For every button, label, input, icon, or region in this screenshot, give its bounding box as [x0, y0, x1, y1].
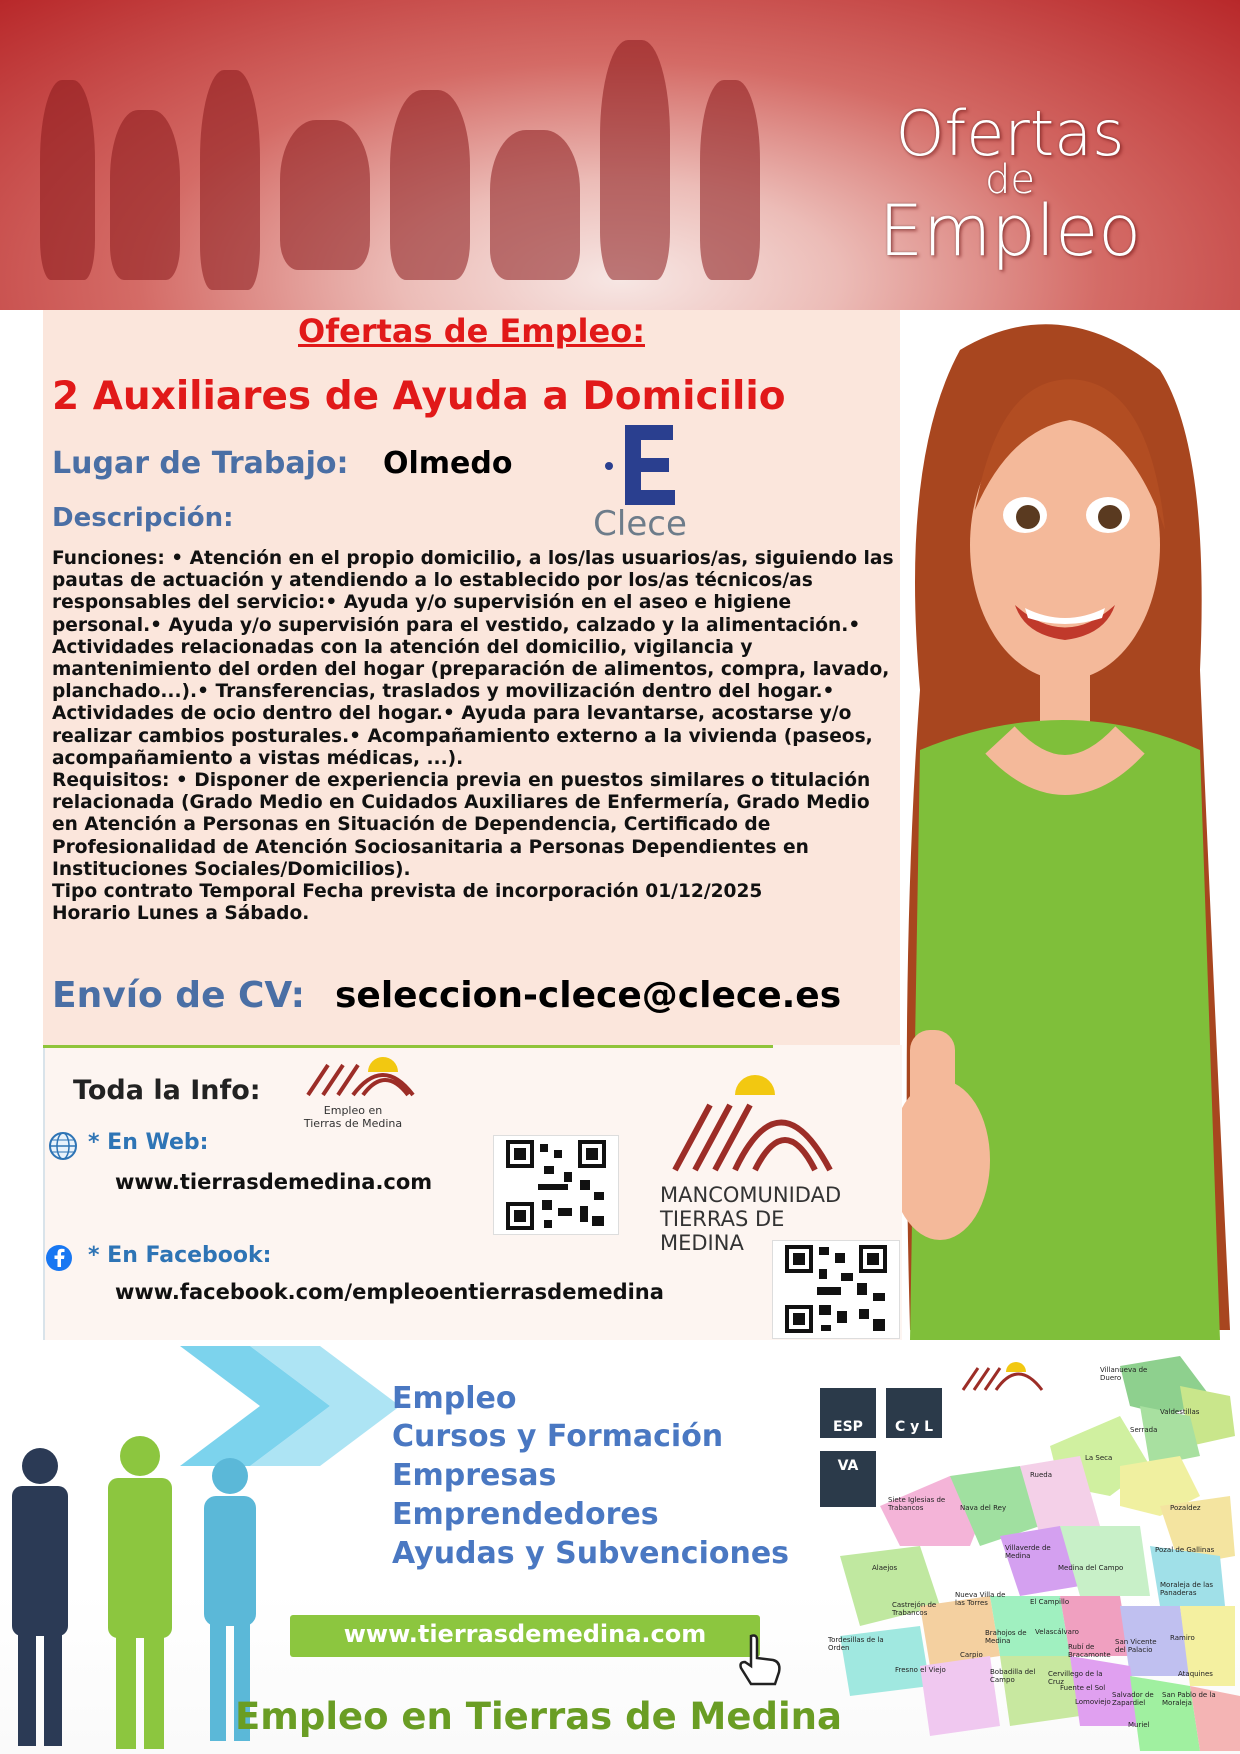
cv-label: Envío de CV:	[52, 975, 306, 1016]
woman-illustration	[880, 310, 1240, 1340]
description-schedule: Horario Lunes a Sábado.	[52, 903, 310, 925]
badge-cyl: C y L	[884, 1386, 944, 1440]
map-label: Fuente el Sol	[1060, 1684, 1106, 1692]
map-label: Velascálvaro	[1035, 1628, 1079, 1636]
mancomunidad-line2: TIERRAS DE MEDINA	[660, 1207, 785, 1255]
header-banner	[0, 0, 1240, 310]
worker-silhouette	[700, 80, 760, 280]
map-label: Cervillego de la Cruz	[1048, 1670, 1103, 1686]
map-label: Villaverde de Medina	[1005, 1544, 1051, 1560]
map-label: Nava del Rey	[960, 1504, 1007, 1512]
web-url-link[interactable]: www.tierrasdemedina.com	[115, 1170, 433, 1194]
map-label: Tordesillas de la Orden	[828, 1636, 884, 1652]
footer-url-link[interactable]: www.tierrasdemedina.com	[343, 1620, 707, 1648]
map-label: La Seca	[1085, 1454, 1113, 1462]
workplace-label: Lugar de Trabajo:	[52, 446, 349, 481]
header-title: Ofertas de Empleo	[878, 97, 1142, 272]
worker-silhouette	[490, 130, 580, 280]
menu-item-empresas[interactable]: Empresas	[392, 1458, 557, 1493]
map-label: Pozaldez	[1170, 1504, 1201, 1512]
footer-title: Empleo en Tierras de Medina	[235, 1695, 842, 1738]
info-title: Toda la Info:	[73, 1075, 261, 1106]
cv-email-link[interactable]: seleccion-clece@clece.es	[335, 975, 842, 1016]
menu-item-empleo[interactable]: Empleo	[392, 1381, 517, 1416]
badge-esp: ESP	[818, 1386, 878, 1440]
clece-logo-icon	[585, 420, 695, 540]
job-title: 2 Auxiliares de Ayuda a Domicilio	[52, 374, 786, 419]
mancomunidad-line1: MANCOMUNIDAD	[660, 1183, 842, 1207]
facebook-icon[interactable]	[44, 1243, 74, 1277]
business-people-illustration	[0, 1346, 420, 1754]
map-label: Brahojos de Medina	[985, 1629, 1027, 1645]
clece-logo-text: Clece	[593, 504, 687, 540]
worker-silhouette	[200, 70, 260, 290]
map-label: San Pablo de la Moraleja	[1162, 1691, 1216, 1707]
worker-silhouette	[390, 90, 470, 280]
map-label: Medina del Campo	[1058, 1564, 1124, 1572]
map-label: Valdestillas	[1160, 1408, 1200, 1416]
map-label: San Vicente del Palacio	[1115, 1638, 1157, 1654]
map-label: Siete Iglesias de Trabancos	[888, 1496, 946, 1512]
worker-silhouette	[600, 40, 670, 280]
map-label: Lomoviejo	[1075, 1698, 1111, 1706]
worker-silhouette	[280, 120, 370, 270]
globe-icon	[46, 1131, 80, 1165]
map-label: Fresno el Viejo	[895, 1666, 946, 1674]
workplace-value: Olmedo	[383, 446, 513, 481]
menu-item-ayudas[interactable]: Ayudas y Subvenciones	[392, 1536, 790, 1571]
map-label: Ramiro	[1170, 1634, 1195, 1642]
worker-silhouette	[110, 110, 180, 280]
web-label: * En Web:	[88, 1130, 209, 1155]
worker-silhouette	[40, 80, 95, 280]
map-label: El Campillo	[1030, 1598, 1070, 1606]
offer-heading: Ofertas de Empleo:	[298, 312, 645, 350]
map-label: Pozal de Gallinas	[1155, 1546, 1215, 1554]
pointer-hand-icon	[733, 1630, 789, 1690]
small-logo-line2: Tierras de Medina	[303, 1117, 403, 1130]
map-label: Bobadilla del Campo	[990, 1668, 1036, 1684]
badge-va: VA	[818, 1449, 878, 1509]
divider	[43, 1045, 773, 1048]
map-label: Carpio	[960, 1651, 983, 1659]
map-label: Moraleja de las Panaderas	[1160, 1581, 1214, 1597]
map-label: Muriel	[1128, 1721, 1150, 1729]
description-functions: Funciones: • Atención en el propio domicilio, a los/las usuarios/as, siguiendo las pautas de actuación y atendiendo a lo establecido por los/as técnicos/as responsables del servicio:• Ayuda y/o supervisión en el aseo e higiene personal.• Ayuda y/o supervisión para el vestido, calzado y la alimentación.• Actividades relacionadas con la atención del domicilio, vigilancia y mantenimiento del orden del hogar (preparación de alimentos, compra, lavado, planchado...).• Transferencias, traslados y movilización dentro del hogar.• Actividades de ocio dentro del hogar.• Ayuda para levantarse, acostarse y/o realizar cambios posturales.• Acompañamiento externo a la vivienda (paseos, acompañamiento a vistas médicas, ...).	[52, 548, 894, 769]
map-label: Villanueva de Duero	[1100, 1366, 1148, 1382]
map-label: Nueva Villa de las Torres	[955, 1591, 1006, 1607]
map-label: Alaejos	[872, 1564, 898, 1572]
web-qr-code[interactable]	[493, 1135, 619, 1235]
description-contract: Tipo contrato Temporal Fecha prevista de incorporación 01/12/2025	[52, 881, 763, 903]
small-logo-line1: Empleo en	[323, 1104, 383, 1117]
description-body	[52, 548, 897, 925]
facebook-qr-code[interactable]	[772, 1240, 900, 1339]
map-label: Rueda	[1030, 1471, 1053, 1479]
facebook-label: * En Facebook:	[88, 1243, 272, 1268]
map-label: Rubí de Bracamonte	[1068, 1643, 1111, 1659]
empleo-tierras-logo	[303, 1050, 443, 1130]
map-label: Salvador de Zapardiel	[1112, 1691, 1154, 1707]
facebook-url-link[interactable]: www.facebook.com/empleoentierrasdemedina	[115, 1280, 664, 1304]
clece-logo	[585, 420, 695, 540]
map-label: Castrejón de Trabancos	[892, 1601, 937, 1617]
mancomunidad-logo	[665, 1065, 855, 1180]
map-label: Ataquines	[1178, 1670, 1213, 1678]
description-label: Descripción:	[52, 503, 234, 533]
map-label: Serrada	[1130, 1426, 1158, 1434]
description-requirements: Requisitos: • Disponer de experiencia previa en puestos similares o titulación relacionada (Grado Medio en Cuidados Auxiliares de Enfermería, Grado Medio en Atención a Personas en Situación de Dependencia, Certificado de Profesionalidad de Atención Sociosanitaria a Personas Dependientes en Instituciones Sociales/Domicilios).	[52, 770, 871, 880]
menu-item-cursos[interactable]: Cursos y Formación	[392, 1419, 724, 1454]
menu-item-emprendedores[interactable]: Emprendedores	[392, 1497, 659, 1532]
